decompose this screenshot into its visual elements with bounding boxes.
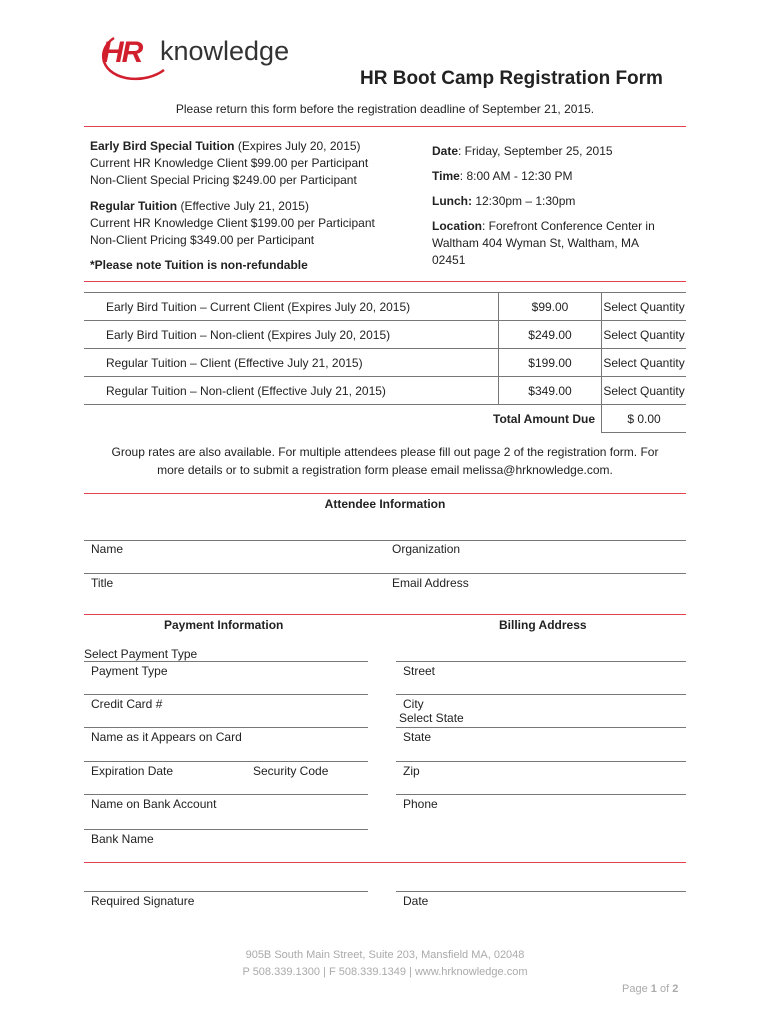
footer-contact: P 508.339.1300 | F 508.339.1349 | www.hrknowledge.com [242,966,528,978]
total-label: Total Amount Due [84,405,602,433]
tuition-price: $349.00 [499,377,602,405]
street-field[interactable]: Street [403,664,436,678]
divider [84,126,686,127]
divider [84,493,686,494]
payment-type-label: Payment Type [91,664,168,678]
field-line [396,891,686,892]
zip-field[interactable]: Zip [403,764,420,778]
field-line [84,891,368,892]
state-label: State [403,730,432,744]
name-field[interactable]: Name [91,542,124,556]
tuition-desc: Early Bird Tuition – Non-client (Expires July 20, 2015) [84,321,499,349]
title-field[interactable]: Title [91,576,114,590]
attendee-heading: Attendee Information [324,497,446,511]
quantity-select[interactable]: Select Quantity [602,321,687,349]
security-code-field[interactable]: Security Code [253,764,329,778]
field-line [396,661,686,662]
page-subtitle: Please return this form before the registration deadline of September 21, 2015. [175,102,595,116]
quantity-select[interactable]: Select Quantity [602,349,687,377]
organization-field[interactable]: Organization [392,542,461,556]
tuition-desc: Early Bird Tuition – Current Client (Expires July 20, 2015) [84,293,499,321]
refund-note: *Please note Tuition is non-refundable [90,258,308,272]
logo-knowledge: knowledge [160,36,290,66]
tuition-price: $99.00 [499,293,602,321]
field-line [84,540,686,541]
tuition-table [84,292,686,433]
early-bird-heading: Early Bird Special Tuition (Expires July 20, 2015) [90,139,361,153]
table-row [84,349,686,377]
field-line [84,794,368,795]
page-title: HR Boot Camp Registration Form [360,68,663,89]
signature-field[interactable]: Required Signature [91,894,195,908]
field-line [396,794,686,795]
field-line [396,727,686,728]
early-bird-client-price: Current HR Knowledge Client $99.00 per Participant [90,156,369,170]
divider [84,281,686,282]
payment-type-select[interactable]: Select Payment Type [84,647,198,661]
bank-account-name-field[interactable]: Name on Bank Account [91,797,217,811]
event-location-line2: Waltham 404 Wyman St, Waltham, MA [432,236,640,250]
field-line [84,573,686,574]
field-line [84,661,368,662]
quantity-select[interactable]: Select Quantity [602,293,687,321]
quantity-select[interactable]: Select Quantity [602,377,687,405]
credit-card-field[interactable]: Credit Card # [91,697,163,711]
early-bird-nonclient-price: Non-Client Special Pricing $249.00 per Participant [90,173,357,187]
tuition-desc: Regular Tuition – Non-client (Effective July 21, 2015) [84,377,499,405]
field-line [84,727,368,728]
event-lunch: Lunch: 12:30pm – 1:30pm [432,194,576,208]
state-select[interactable]: Select State [399,711,464,725]
table-row [84,405,686,433]
billing-heading: Billing Address [499,618,587,632]
group-rates-line: more details or to submit a registration form please email melissa@hrknowledge.com. [157,463,613,477]
table-row [84,293,686,321]
group-rates-line: Group rates are also available. For multiple attendees please fill out page 2 of the registration form. For [111,445,659,459]
bank-name-field[interactable]: Bank Name [91,832,154,846]
tuition-price: $199.00 [499,349,602,377]
expiration-date-field[interactable]: Expiration Date [91,764,174,778]
event-location: Location: Forefront Conference Center in [432,219,655,233]
payment-heading: Payment Information [164,618,284,632]
tuition-desc: Regular Tuition – Client (Effective July 21, 2015) [84,349,499,377]
tuition-price: $249.00 [499,321,602,349]
group-rates-note [0,443,770,479]
email-field[interactable]: Email Address [392,576,469,590]
table-row [84,321,686,349]
city-field[interactable]: City [403,697,424,711]
signature-date-field[interactable]: Date [403,894,429,908]
divider [84,862,686,863]
field-line [396,761,686,762]
table-row [84,377,686,405]
event-time: Time: 8:00 AM - 12:30 PM [432,169,573,183]
hr-knowledge-logo [96,34,296,82]
regular-heading: Regular Tuition (Effective July 21, 2015) [90,199,309,213]
event-date: Date: Friday, September 25, 2015 [432,144,613,158]
field-line [84,829,368,830]
page-number: Page 1 of 2 [622,983,679,995]
regular-client-price: Current HR Knowledge Client $199.00 per Participant [90,216,375,230]
regular-nonclient-price: Non-Client Pricing $349.00 per Participant [90,233,315,247]
field-line [84,694,368,695]
name-on-card-field[interactable]: Name as it Appears on Card [91,730,242,744]
phone-field[interactable]: Phone [403,797,438,811]
field-line [84,761,368,762]
event-location-line3: 02451 [432,253,466,267]
total-amount: $ 0.00 [602,405,687,433]
divider [84,614,686,615]
field-line [396,694,686,695]
footer-address: 905B South Main Street, Suite 203, Mansfield MA, 02048 [245,949,525,961]
logo-hr: HR [102,36,142,69]
